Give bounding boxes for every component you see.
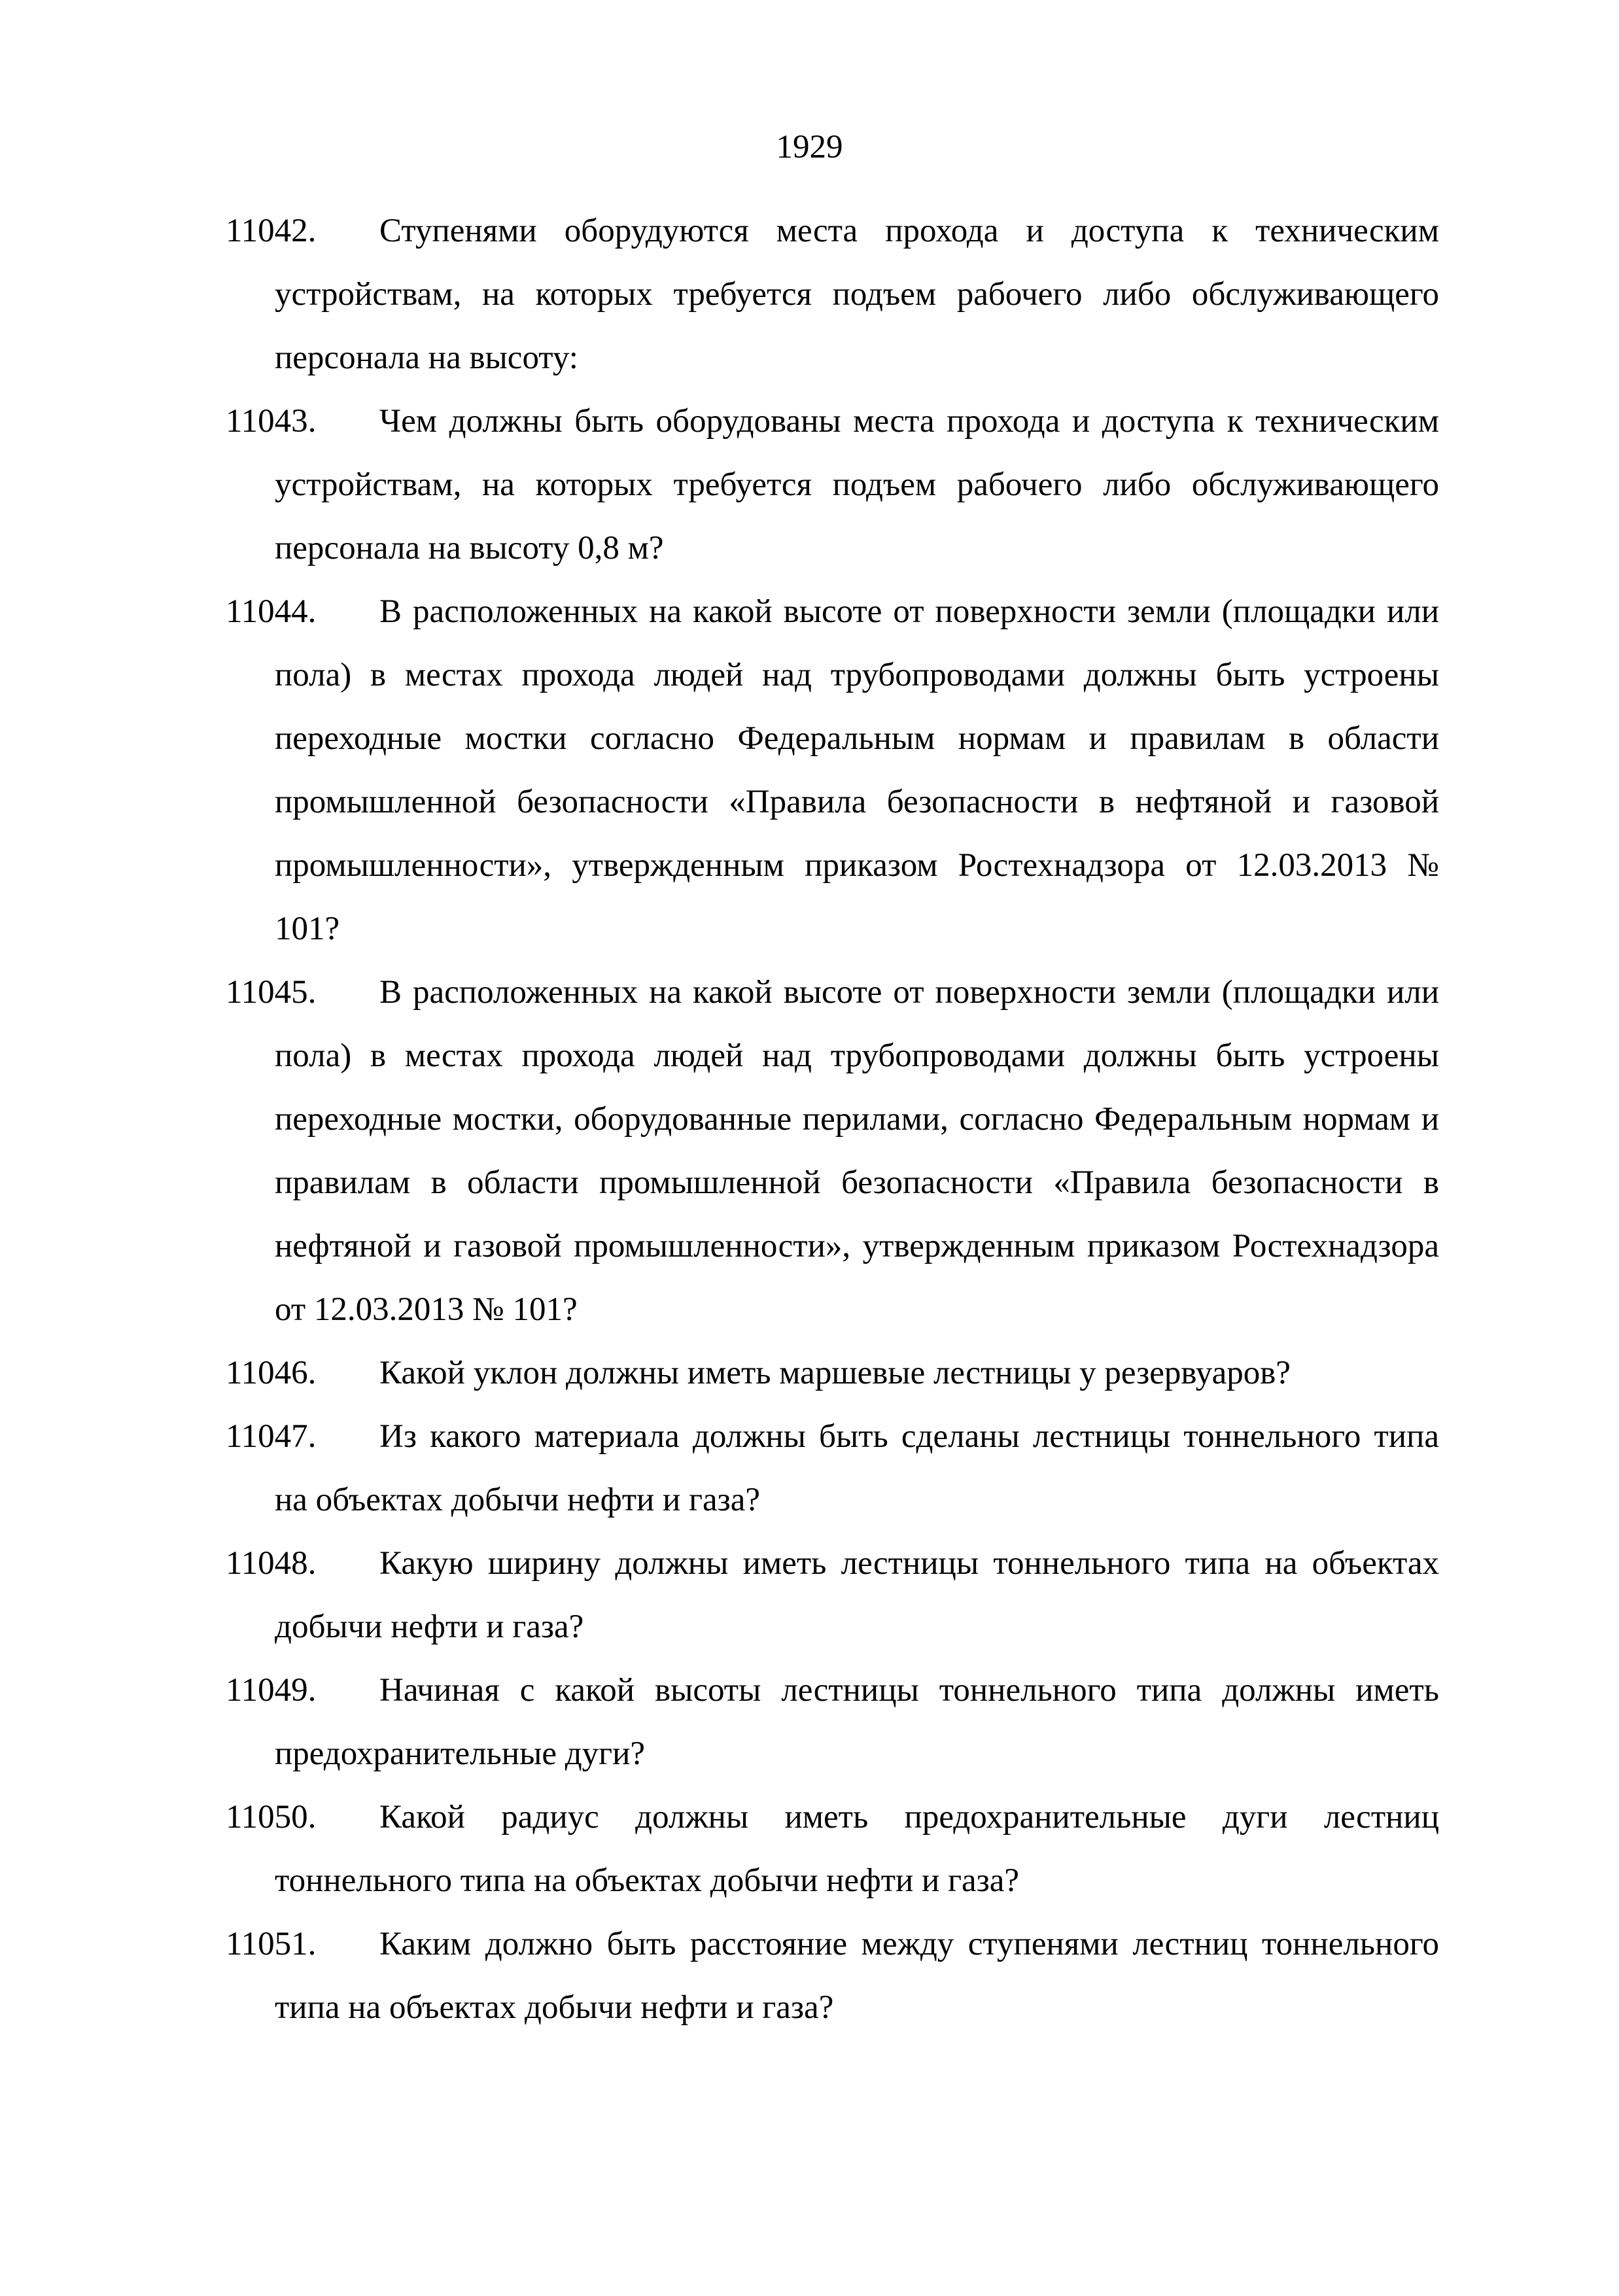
question-number: 11044. [226, 593, 317, 630]
question-text: Из какого материала должны быть сделаны лестницы тоннельного типа на объектах добычи нефти и газа? [275, 1418, 1439, 1518]
question-text: В расположенных на какой высоте от поверхности земли (площадки или пола) в местах прохода людей над трубопроводами должны быть устроены переходные мостки согласно Федеральным нормам и правилам в области промышленной безопасности «Правила безопасности в нефтяной и газовой промышленности», утвержденным приказом Ростехнадзора от 12.03.2013 № 101? [275, 593, 1439, 947]
question-number: 11045. [226, 974, 317, 1011]
question-number: 11050. [226, 1799, 317, 1835]
question-list [226, 200, 1439, 2040]
question-number: 11047. [226, 1418, 317, 1455]
question-text: Какую ширину должны иметь лестницы тоннельного типа на объектах добычи нефти и газа? [275, 1545, 1439, 1645]
question-item [226, 580, 1439, 961]
question-item [226, 961, 1439, 1342]
question-number: 11042. [226, 213, 317, 249]
question-item [226, 1532, 1439, 1659]
question-item [226, 1342, 1439, 1405]
question-text: Какой уклон должны иметь маршевые лестницы у резервуаров? [379, 1355, 1291, 1391]
question-item [226, 1913, 1439, 2040]
question-text: В расположенных на какой высоте от поверхности земли (площадки или пола) в местах прохода людей над трубопроводами должны быть устроены переходные мостки, оборудованные перилами, согласно Федеральным нормам и правилам в области промышленной безопасности «Правила безопасности в нефтяной и газовой промышленности», утвержденным приказом Ростехнадзора от 12.03.2013 № 101? [275, 974, 1439, 1328]
question-item [226, 1659, 1439, 1786]
question-number: 11049. [226, 1672, 317, 1709]
question-text: Какой радиус должны иметь предохранительные дуги лестниц тоннельного типа на объектах добычи нефти и газа? [275, 1799, 1439, 1899]
question-text: Каким должно быть расстояние между ступенями лестниц тоннельного типа на объектах добычи нефти и газа? [275, 1926, 1439, 2026]
question-text: Начиная с какой высоты лестницы тоннельного типа должны иметь предохранительные дуги? [275, 1672, 1439, 1772]
question-text: Ступенями оборудуются места прохода и доступа к техническим устройствам, на которых требуется подъем рабочего либо обслуживающего персонала на высоту: [275, 213, 1439, 376]
question-item [226, 1786, 1439, 1913]
page-number: 1929 [776, 129, 843, 165]
question-number: 11051. [226, 1926, 317, 1962]
question-item [226, 1405, 1439, 1532]
question-number: 11043. [226, 403, 317, 440]
question-item [226, 390, 1439, 580]
question-number: 11048. [226, 1545, 317, 1582]
question-text: Чем должны быть оборудованы места прохода и доступа к техническим устройствам, на которых требуется подъем рабочего либо обслуживающего персонала на высоту 0,8 м? [275, 403, 1439, 566]
question-number: 11046. [226, 1355, 317, 1391]
question-item [226, 200, 1439, 390]
